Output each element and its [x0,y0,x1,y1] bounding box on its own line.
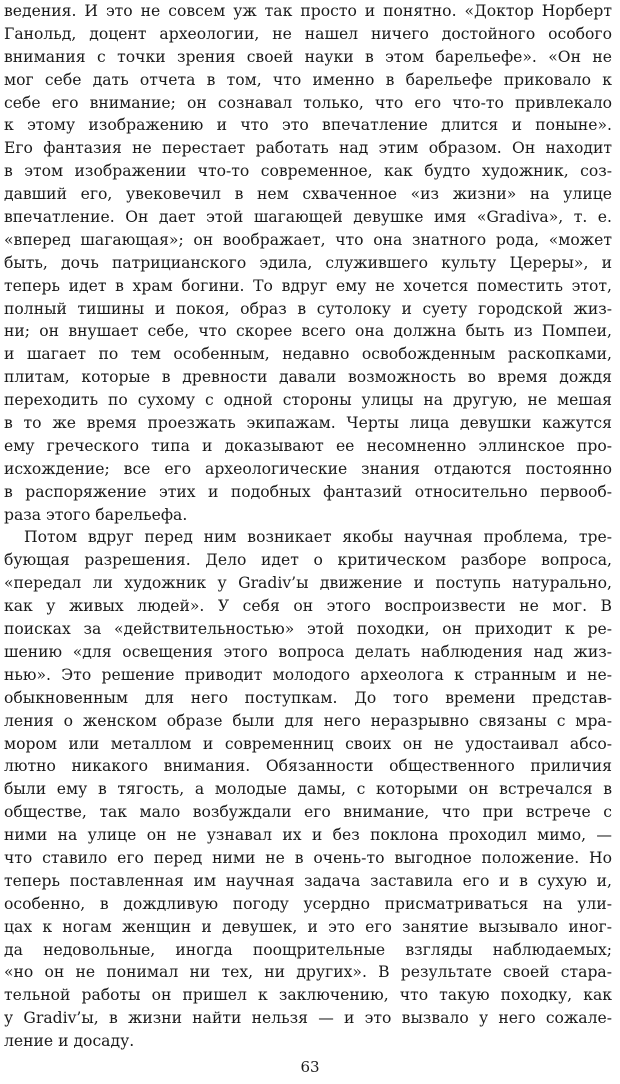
text-line: поисках за «действительностью» этой походки, он приходит к ре- [4,620,612,639]
text-line: ему греческого типа и доказывают ее несомненно эллинское про- [4,436,612,455]
text-line: давший его, увековечил в нем схваченное «из жизни» на улице [4,185,612,204]
text-line: обыкновенным для него поступкам. До того времени представ- [4,688,612,707]
text-line: особенно, в дождливую погоду усердно присматриваться на ули- [4,894,612,913]
body-text [4,0,612,1053]
text-line: что ставило его перед ними не в очень-то выгодное положение. Но [4,848,612,867]
text-line: тельной работы он пришел к заключению, что такую походку, как [4,986,612,1005]
text-line: «но он не понимал ни тех, ни других». В результате своей стара- [4,963,612,982]
text-line: нью». Это решение приводит молодого археолога к странным и не- [4,665,612,684]
text-line: быть, дочь патрицианского эдила, служившего культу Цереры», и [4,253,612,272]
text-line: полный тишины и покоя, образ в сутолоку и суету городской жиз- [4,299,612,318]
text-line: лютно никакого внимания. Обязанности общественного приличия [4,757,612,776]
text-line: впечатление. Он дает этой шагающей девушке имя «Gradiva», т. е. [4,208,612,227]
text-line: к этому изображению и что это впечатление длится и поныне». [4,116,612,135]
text-line: ведения. И это не совсем уж так просто и понятно. «Доктор Норберт [4,2,612,20]
text-line: Потом вдруг перед ним возникает якобы научная проблема, тре- [24,528,612,547]
text-line: «вперед шагающая»; он воображает, что она знатного рода, «может [4,230,612,249]
text-line: бующая разрешения. Дело идет о критическом разборе вопроса, [4,551,612,570]
text-line: теперь поставленная им научная задача заставила его и в сухую и, [4,871,612,890]
text-line: у Gradiv’ы, в жизни найти нельзя — и это вызвало у него сожале- [4,1009,612,1028]
text-line: плитам, которые в древности давали возможность во время дождя [4,368,612,387]
text-line: исхождение; все его археологические знания отдаются постоянно [4,459,612,478]
text-line: мором или металлом и современниц своих он не удостаивал абсо- [4,734,612,753]
text-line: переходить по сухому с одной стороны улицы на другую, не мешая [4,391,612,410]
text-line: в этом изображении что-то современное, как будто художник, соз- [4,162,612,181]
text-line: ними на улице он не узнавал их и без поклона проходил мимо, — [4,826,612,845]
page-number: 63 [300,1058,320,1076]
text-line: Его фантазия не перестает работать над этим образом. Он находит [4,139,612,158]
text-line: ление и досаду. [4,1032,135,1051]
text-line: «передал ли художник у Gradiv’ы движение и поступь натурально, [4,574,612,593]
text-line: обществе, так мало возбуждали его внимание, что при встрече с [4,803,612,822]
text-line: внимания с точки зрения своей науки в этом барельефе». «Он не [4,47,612,66]
text-line: ни; он внушает себе, что скорее всего она должна быть из Помпеи, [4,322,612,341]
text-line: цах к ногам женщин и девушек, и это его занятие вызывало иног- [4,917,612,936]
text-line: в распоряжение этих и подобных фантазий относительно первооб- [4,482,612,501]
text-line: раза этого барельефа. [4,505,188,524]
text-line: Ганольд, доцент археологии, не нашел ничего достойного особого [4,24,612,43]
text-line: да недовольные, иногда поощрительные взгляды наблюдаемых; [4,940,612,959]
text-line: как у живых людей». У себя он этого воспроизвести не мог. В [4,597,612,616]
text-line: себе его внимание; он сознавал только, что его что-то привлекало [4,93,612,112]
paragraph [4,526,612,1052]
paragraph [4,0,612,526]
text-line: мог себе дать отчета в том, что именно в барельефе приковало к [4,70,612,89]
text-line: в то же время проезжать экипажам. Черты лица девушки кажутся [4,414,612,433]
text-line: теперь идет в храм богини. То вдруг ему не хочется поместить этот, [4,276,612,295]
text-line: шению «для освещения этого вопроса делать наблюдения над жиз- [4,642,612,661]
text-line: и шагает по тем особенным, недавно освобожденным раскопками, [4,345,612,364]
text-line: ления о женском образе были для него неразрывно связаны с мра- [4,711,612,730]
text-line: были ему в тягость, а молодые дамы, с которыми он встречался в [4,780,612,799]
